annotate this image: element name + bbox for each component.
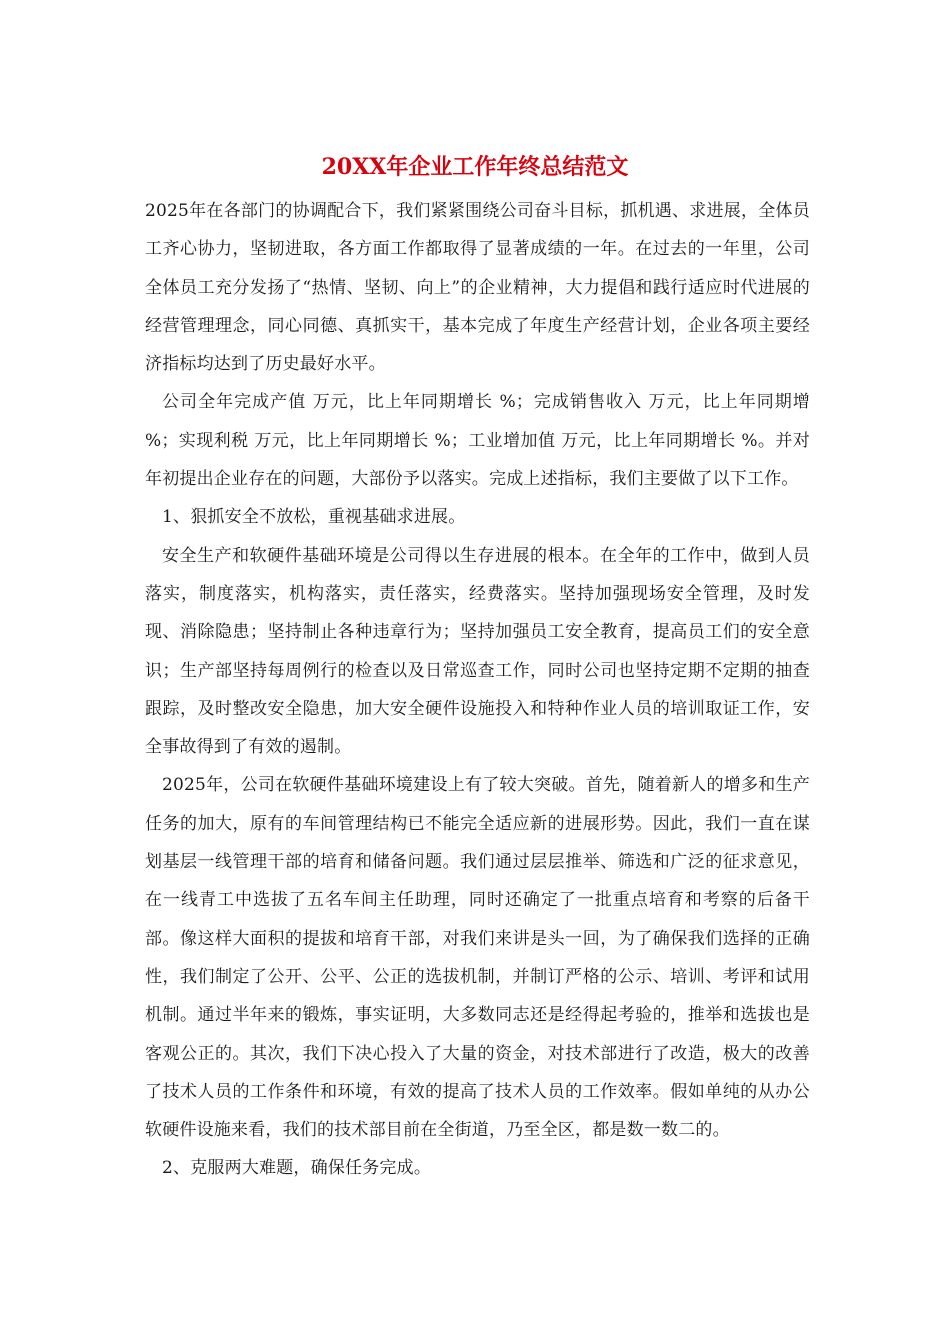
section-heading-difficulties: 2、克服两大难题，确保任务完成。 — [162, 1158, 432, 1179]
section-heading-safety: 1、狠抓安全不放松，重视基础求进展。 — [162, 507, 466, 528]
paragraph-intro: 2025年在各部门的协调配合下，我们紧紧围绕公司奋斗目标，抓机遇、求进展，全体员工齐心协力，坚韧进取，各方面工作都取得了显著成绩的一年。在过去的一年里，公司全体员工充分发扬了“热情、坚韧、向上”的企业精神，大力提倡和践行适应时代进展的经营管理理念，同心同德、真抓实干，基本完成了年度生产经营计划，企业各项主要经济指标均达到了历史最好水平。 — [145, 201, 810, 375]
paragraph-safety: 安全生产和软硬件基础环境是公司得以生存进展的根本。在全年的工作中，做到人员落实，制度落实，机构落实，责任落实，经费落实。坚持加强现场安全管理，及时发现、消除隐患；坚持制止各种违章行为；坚持加强员工安全教育，提高员工们的安全意识；生产部坚持每周例行的检查以及日常巡查工作，同时公司也坚持定期不定期的抽查跟踪，及时整改安全隐患，加大安全硬件设施投入和特种作业人员的培训取证工作，安全事故得到了有效的遏制。 — [145, 545, 810, 758]
document-title: 20XX年企业工作年终总结范文 — [321, 154, 629, 180]
document-body — [145, 192, 810, 1188]
paragraph-indicators: 公司全年完成产值 万元，比上年同期增长 %；完成销售收入 万元，比上年同期增 %；实现利税 万元，比上年同期增长 %；工业增加值 万元，比上年同期增长 %。并对年初提出企业存在的问题，大部份予以落实。完成上述指标，我们主要做了以下工作。 — [145, 392, 810, 490]
paragraph-infrastructure: 2025年，公司在软硬件基础环境建设上有了较大突破。首先，随着新人的增多和生产任务的加大，原有的车间管理结构已不能完全适应新的进展形势。因此，我们一直在谋划基层一线管理干部的培育和储备问题。我们通过层层推举、筛选和广泛的征求意见，在一线青工中选拔了五名车间主任助理，同时还确定了一批重点培育和考察的后备干部。像这样大面积的提拔和培育干部，对我们来讲是头一回，为了确保我们选择的正确性，我们制定了公开、公平、公正的选拔机制，并制订严格的公示、培训、考评和试用机制。通过半年来的锻炼，事实证明，大多数同志还是经得起考验的，推举和选拔也是客观公正的。其次，我们下决心投入了大量的资金，对技术部进行了改造，极大的改善了技术人员的工作条件和环境，有效的提高了技术人员的工作效率。假如单纯的从办公软硬件设施来看，我们的技术部目前在全街道，乃至全区，都是数一数二的。 — [145, 775, 810, 1141]
